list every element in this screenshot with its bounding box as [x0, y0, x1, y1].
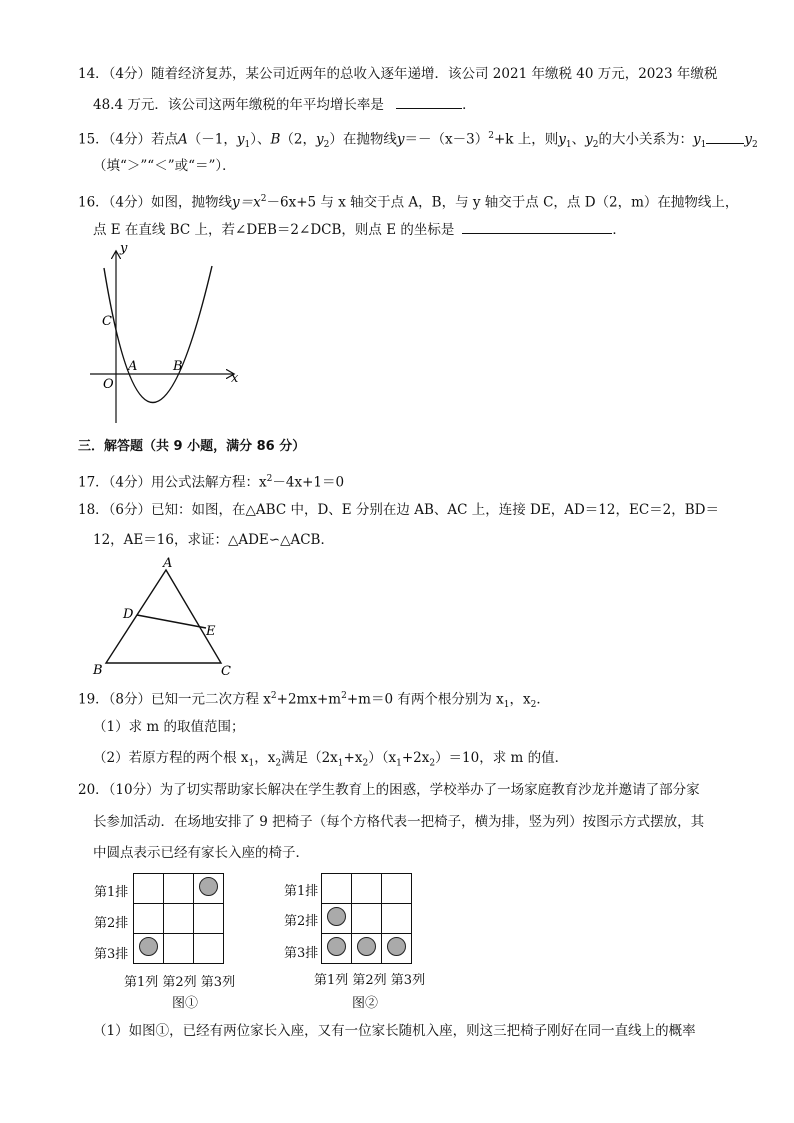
q18-line1: 18．（6分）已知：如图，在△ABC 中，D、E 分别在边 AB、AC 上，连接 DE，AD＝12，EC＝2，BD＝: [78, 502, 719, 518]
fig1-seat-r3-c1: [134, 934, 164, 964]
fig1-seat-r2-c3: [194, 904, 224, 934]
q20-part1: （1）如图①，已经有两位家长入座，又有一位家长随机入座，则这三把椅子刚好在同一直线上的概率: [93, 1023, 696, 1039]
fig2-seat-r3-c3: [382, 934, 412, 964]
fig2-row-2: [322, 904, 412, 934]
fig2-column-labels: 第1列 第2列 第3列: [314, 973, 426, 988]
fig2-row2-label: 第2排: [284, 914, 319, 929]
q14-line2-text: 48.4 万元．该公司这两年缴税的年平均增长率是: [93, 97, 384, 113]
q16-parabola-figure: [88, 238, 248, 436]
fig2-caption: 图②: [352, 996, 379, 1011]
point-C-label: C: [102, 314, 112, 329]
q20-line2: 长参加活动．在场地安排了 9 把椅子（每个方格代表一把椅子，横为排，竖为列）按图示方式摆放，其: [93, 814, 705, 830]
fig2-row-3: [322, 934, 412, 964]
q20-line1: 20．（10分）为了切实帮助家长解决在学生教育上的困惑，学校举办了一场家庭教育沙龙并邀请了部分家: [78, 782, 700, 798]
fig1-seat-r1-c3: [194, 874, 224, 904]
fig2-seat-grid: [321, 873, 412, 964]
q19-part1: （1）求 m 的取值范围；: [93, 719, 245, 735]
fig1-caption: 图①: [172, 996, 199, 1011]
q14-period: ．: [462, 97, 476, 113]
fig1-seat-r3-c2: [164, 934, 194, 964]
vertex-C-label: C: [221, 664, 231, 679]
fig1-row-1: [134, 874, 224, 904]
q15-line1: 15．（4分）若点A（－1，$y_1$）、B（2，$y_2$）在抛物线$y=-(x-3)^2+k$ 上，则$y_1$、$y_2$的大小关系为：$y_1$ $y_2$: [78, 126, 758, 155]
point-E-label: E: [206, 624, 216, 639]
point-D-label: D: [123, 607, 134, 622]
point-B-label: B: [173, 359, 183, 374]
occupied-seat-dot: [357, 937, 376, 956]
fig1-seat-r2-c1: [134, 904, 164, 934]
fig1-seat-r2-c2: [164, 904, 194, 934]
y-axis-label: y: [120, 241, 128, 256]
section3-heading: 三．解答题（共 9 小题，满分 86 分）: [78, 439, 306, 454]
fig2-seat-r1-c3: [382, 874, 412, 904]
fig2-row1-label: 第1排: [284, 884, 319, 899]
fig1-seat-r3-c3: [194, 934, 224, 964]
fig2-seat-r2-c1: [322, 904, 352, 934]
fig2-seat-r1-c2: [352, 874, 382, 904]
origin-O-label: O: [103, 377, 114, 392]
occupied-seat-dot: [199, 877, 218, 896]
q20-line3: 中圆点表示已经有家长入座的椅子．: [93, 845, 309, 861]
q17-line: 17．（4分）用公式法解方程：$x^2-4x+1=0$: [78, 474, 345, 491]
occupied-seat-dot: [327, 907, 346, 926]
q14-answer-blank[interactable]: [396, 94, 462, 109]
occupied-seat-dot: [327, 937, 346, 956]
q15-answer-blank[interactable]: [706, 129, 744, 144]
fig2-seat-r2-c3: [382, 904, 412, 934]
q19-line1: 19．（8分）已知一元二次方程 $x^2+2mx+m^2+m=0$ 有两个根分别为 $x_1$，$x_2$．: [78, 691, 550, 711]
fig1-row3-label: 第3排: [94, 947, 129, 962]
q15-line2: （填“＞”“＜”或“＝”）．: [93, 158, 236, 174]
fig2-row3-label: 第3排: [284, 946, 319, 961]
fig1-seat-r1-c1: [134, 874, 164, 904]
occupied-seat-dot: [387, 937, 406, 956]
fig1-row1-label: 第1排: [94, 885, 129, 900]
occupied-seat-dot: [139, 937, 158, 956]
vertex-A-label: A: [163, 556, 173, 571]
fig2-seat-r2-c2: [352, 904, 382, 934]
parabola-curve: [104, 266, 212, 403]
q16-line2: 点 E 在直线 BC 上，若∠DEB＝2∠DCB，则点 E 的坐标是 ．: [93, 219, 626, 240]
vertex-B-label: B: [93, 663, 103, 678]
q14-line2: [93, 94, 476, 115]
fig1-row-3: [134, 934, 224, 964]
fig1-seat-r1-c2: [164, 874, 194, 904]
fig1-row-2: [134, 904, 224, 934]
fig2-seat-r1-c1: [322, 874, 352, 904]
x-axis-label: x: [231, 371, 239, 386]
fig1-row2-label: 第2排: [94, 916, 129, 931]
q16-line1: 16．（4分）如图，抛物线$y=x^2-6x+5$ 与 x 轴交于点 A，B，与 y 轴交于点 C，点 D（2，m）在抛物线上，: [78, 194, 739, 211]
point-A-label: A: [128, 359, 138, 374]
fig2-seat-r3-c2: [352, 934, 382, 964]
q16-answer-blank[interactable]: [462, 219, 612, 234]
fig2-seat-r3-c1: [322, 934, 352, 964]
fig1-seat-grid: [133, 873, 224, 964]
q19-part2: （2）若原方程的两个根 $x_1$，$x_2$满足$(2x_1+x_2)(x_1+2x_2)=10$，求 m 的值．: [93, 750, 569, 769]
q14-line1: 14．（4分）随着经济复苏，某公司近两年的总收入逐年递增．该公司 2021 年缴税 40 万元，2023 年缴税: [78, 66, 718, 82]
q18-triangle-figure: [88, 556, 248, 680]
q18-line2: 12，AE＝16，求证：△ADE∽△ACB．: [93, 532, 334, 548]
fig2-row-1: [322, 874, 412, 904]
fig1-column-labels: 第1列 第2列 第3列: [124, 975, 236, 990]
